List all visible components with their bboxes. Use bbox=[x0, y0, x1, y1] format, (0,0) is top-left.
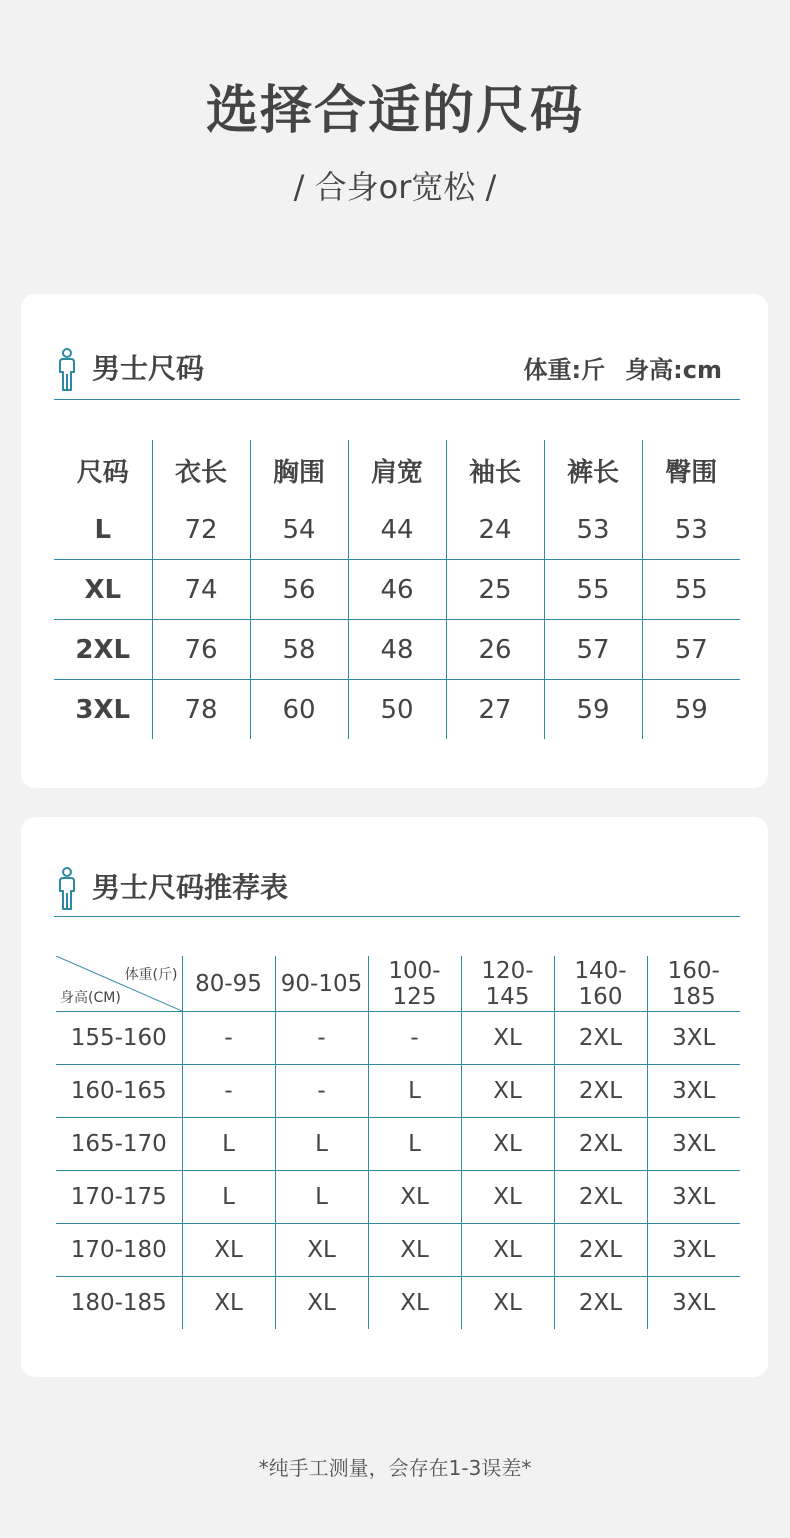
table-cell: 2XL bbox=[554, 1118, 647, 1171]
weight-range: 160-185 bbox=[647, 956, 740, 1012]
height-range: 170-175 bbox=[56, 1171, 182, 1224]
col-header-chest: 胸围 bbox=[250, 440, 348, 500]
person-icon bbox=[58, 867, 76, 911]
col-header-sleeve: 袖长 bbox=[446, 440, 544, 500]
unit-weight: 体重:斤 bbox=[523, 356, 606, 384]
table-cell: XL bbox=[368, 1224, 461, 1277]
recommend-chart-card bbox=[21, 817, 768, 1377]
table-cell: 26 bbox=[446, 620, 544, 680]
table-cell: 74 bbox=[152, 560, 250, 620]
table-cell: - bbox=[275, 1012, 368, 1065]
table-row bbox=[56, 1171, 740, 1224]
size-label: L bbox=[94, 514, 112, 545]
weight-range: 140-160 bbox=[554, 956, 647, 1012]
table-cell: 48 bbox=[348, 620, 446, 680]
table-cell: 55 bbox=[642, 560, 740, 620]
recommend-chart-header bbox=[54, 861, 740, 917]
col-header-length: 衣长 bbox=[152, 440, 250, 500]
table-cell: XL bbox=[461, 1065, 554, 1118]
size-label: 3XL bbox=[54, 680, 152, 740]
size-chart-units bbox=[524, 356, 722, 385]
table-cell: XL bbox=[275, 1277, 368, 1330]
measurement-note: *纯手工测量，会存在1-3误差* bbox=[258, 1456, 532, 1480]
table-cell: - bbox=[182, 1065, 275, 1118]
corner-cell bbox=[56, 956, 182, 1012]
table-cell: 59 bbox=[642, 680, 740, 740]
size-label: 2XL bbox=[54, 620, 152, 680]
table-cell: XL bbox=[461, 1171, 554, 1224]
table-cell: 76 bbox=[152, 620, 250, 680]
weight-range: 100-125 bbox=[368, 956, 461, 1012]
table-row bbox=[54, 620, 740, 680]
table-cell: XL bbox=[461, 1277, 554, 1330]
table-cell: 24 bbox=[446, 500, 544, 560]
table-cell: L bbox=[275, 1118, 368, 1171]
table-cell: 3XL bbox=[647, 1277, 740, 1330]
person-icon bbox=[58, 348, 76, 392]
weight-range: 120-145 bbox=[461, 956, 554, 1012]
weight-range: 80-95 bbox=[182, 956, 275, 1012]
table-cell: 59 bbox=[544, 680, 642, 740]
recommend-header-row bbox=[56, 956, 740, 1012]
table-row bbox=[56, 1065, 740, 1118]
table-cell: 3XL bbox=[647, 1171, 740, 1224]
height-range: 165-170 bbox=[56, 1118, 182, 1171]
table-cell: 3XL bbox=[647, 1012, 740, 1065]
table-cell: 50 bbox=[348, 680, 446, 740]
table-cell: 2XL bbox=[554, 1277, 647, 1330]
table-row bbox=[56, 1012, 740, 1065]
size-chart-title: 男士尺码 bbox=[92, 352, 205, 385]
table-cell: XL bbox=[182, 1277, 275, 1330]
recommend-table bbox=[56, 956, 740, 1329]
table-cell: 57 bbox=[544, 620, 642, 680]
table-cell: XL bbox=[461, 1118, 554, 1171]
size-table bbox=[54, 440, 740, 739]
table-cell: 2XL bbox=[554, 1012, 647, 1065]
table-cell: L bbox=[368, 1118, 461, 1171]
table-cell: 55 bbox=[544, 560, 642, 620]
table-cell: 53 bbox=[642, 500, 740, 560]
table-cell: L bbox=[275, 1171, 368, 1224]
table-cell: L bbox=[182, 1171, 275, 1224]
weight-range: 90-105 bbox=[275, 956, 368, 1012]
unit-height: 身高:cm bbox=[625, 356, 722, 384]
table-row bbox=[54, 500, 740, 560]
table-cell: 72 bbox=[152, 500, 250, 560]
size-chart-card bbox=[21, 294, 768, 788]
col-header-hip: 臀围 bbox=[642, 440, 740, 500]
table-cell: 27 bbox=[446, 680, 544, 740]
table-cell: L bbox=[182, 1118, 275, 1171]
table-cell: 2XL bbox=[554, 1171, 647, 1224]
table-cell: XL bbox=[368, 1171, 461, 1224]
table-cell: XL bbox=[461, 1224, 554, 1277]
table-cell: 57 bbox=[642, 620, 740, 680]
height-range: 180-185 bbox=[56, 1277, 182, 1330]
table-cell: 25 bbox=[446, 560, 544, 620]
table-row bbox=[54, 560, 740, 620]
table-cell: - bbox=[275, 1065, 368, 1118]
table-cell: 3XL bbox=[647, 1065, 740, 1118]
table-cell: 78 bbox=[152, 680, 250, 740]
height-range: 160-165 bbox=[56, 1065, 182, 1118]
page-subtitle: / 合身or宽松 / bbox=[293, 168, 497, 206]
table-cell: - bbox=[182, 1012, 275, 1065]
height-range: 155-160 bbox=[70, 1025, 167, 1051]
table-cell: XL bbox=[275, 1224, 368, 1277]
height-range: 170-180 bbox=[56, 1224, 182, 1277]
table-row bbox=[54, 680, 740, 740]
table-cell: XL bbox=[368, 1277, 461, 1330]
col-header-shoulder: 肩宽 bbox=[348, 440, 446, 500]
table-cell: 46 bbox=[348, 560, 446, 620]
table-cell: L bbox=[368, 1065, 461, 1118]
table-cell: - bbox=[368, 1012, 461, 1065]
table-cell: 53 bbox=[544, 500, 642, 560]
table-cell: 2XL bbox=[554, 1224, 647, 1277]
table-cell: 56 bbox=[250, 560, 348, 620]
col-header-pants: 裤长 bbox=[544, 440, 642, 500]
size-label: XL bbox=[54, 560, 152, 620]
recommend-chart-title: 男士尺码推荐表 bbox=[92, 871, 289, 904]
table-cell: 58 bbox=[250, 620, 348, 680]
table-row bbox=[56, 1224, 740, 1277]
size-table-header-row bbox=[54, 440, 740, 500]
page-title: 选择合适的尺码 bbox=[205, 81, 584, 141]
table-cell: XL bbox=[182, 1224, 275, 1277]
col-header-size: 尺码 bbox=[76, 457, 129, 488]
table-cell: XL bbox=[461, 1012, 554, 1065]
table-row bbox=[56, 1118, 740, 1171]
table-cell: 60 bbox=[250, 680, 348, 740]
corner-height-label: 身高(CM) bbox=[60, 990, 121, 1006]
table-cell: 54 bbox=[250, 500, 348, 560]
table-row bbox=[56, 1277, 740, 1330]
corner-weight-label: 体重(斤) bbox=[124, 967, 178, 983]
table-cell: 2XL bbox=[554, 1065, 647, 1118]
table-cell: 3XL bbox=[647, 1118, 740, 1171]
size-chart-header bbox=[54, 342, 740, 400]
table-cell: 44 bbox=[348, 500, 446, 560]
table-cell: 3XL bbox=[647, 1224, 740, 1277]
